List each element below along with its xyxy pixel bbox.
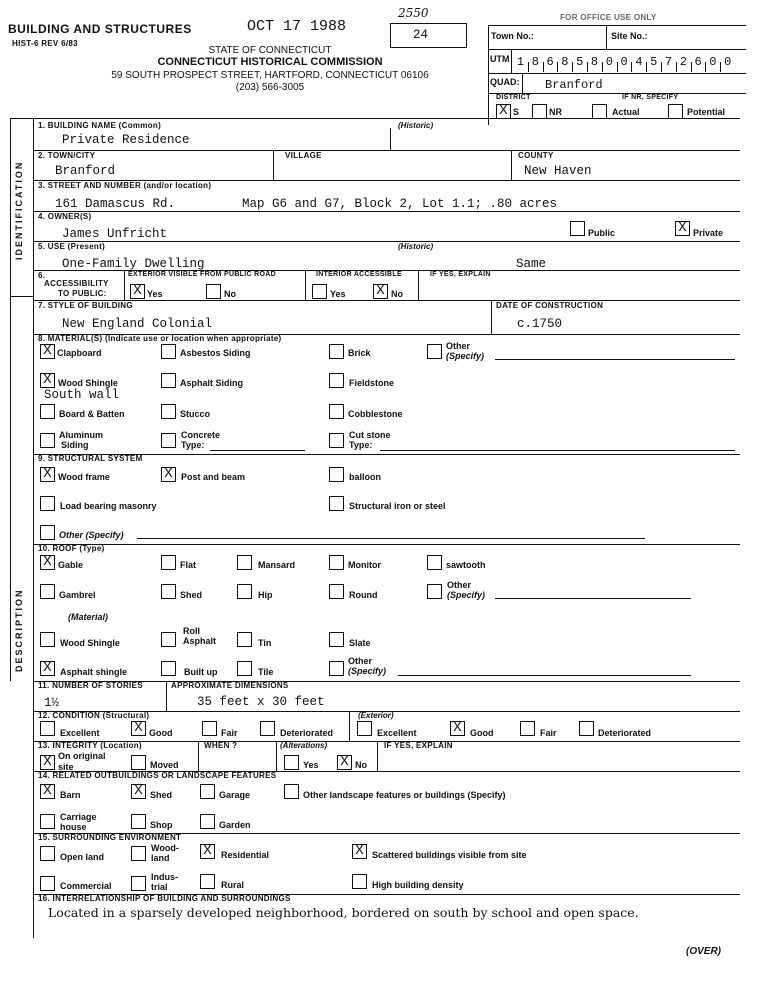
utm-digit: 0 bbox=[724, 55, 732, 69]
condition-struct-fair-checkbox[interactable] bbox=[202, 721, 217, 736]
environment-open-land-label: Open land bbox=[60, 852, 105, 862]
site-no-label: Site No.: bbox=[611, 31, 648, 41]
environment-industrial-checkbox[interactable] bbox=[131, 876, 146, 891]
environment-woodland-label: Wood- bbox=[151, 843, 179, 853]
exterior-no-label: No bbox=[224, 289, 236, 299]
struct-balloon-label: balloon bbox=[349, 472, 381, 482]
field5-historic-label: (Historic) bbox=[398, 242, 434, 251]
roof-gambrel-checkbox[interactable] bbox=[40, 584, 55, 599]
county-value[interactable]: New Haven bbox=[524, 164, 592, 178]
outbuilding-other-label: Other landscape features or buildings (Specify) bbox=[303, 790, 506, 800]
material-concrete-checkbox[interactable] bbox=[161, 433, 176, 448]
material-cobblestone-label: Cobblestone bbox=[348, 409, 403, 419]
roof-other-material-checkbox[interactable] bbox=[329, 661, 344, 676]
environment-open-land-checkbox[interactable] bbox=[40, 846, 55, 861]
material-specify-label: (Specify) bbox=[446, 351, 485, 361]
commission-address: 59 SOUTH PROSPECT STREET, HARTFORD, CONNECTICUT 06106 bbox=[111, 70, 429, 81]
roof-asphalt-shingle-label: Asphalt shingle bbox=[60, 667, 128, 677]
roof-gable-label: Gable bbox=[58, 560, 84, 570]
street-value[interactable]: 161 Damascus Rd. bbox=[55, 197, 176, 211]
form-code: HIST-6 REV 6/83 bbox=[12, 39, 78, 48]
interior-accessible-label: INTERIOR ACCESSIBLE bbox=[316, 271, 402, 278]
interior-yes-label: Yes bbox=[330, 289, 346, 299]
roof-tile-checkbox[interactable] bbox=[237, 661, 252, 676]
roof-other-material-label: Other bbox=[348, 656, 373, 666]
condition-struct-excellent-checkbox[interactable] bbox=[40, 721, 55, 736]
environment-industrial-label: Indus- bbox=[151, 872, 178, 882]
material-concrete-type-label: Type: bbox=[181, 440, 205, 450]
field7-label: 7. STYLE OF BUILDING bbox=[38, 301, 133, 310]
owner-public-label: Public bbox=[588, 228, 616, 238]
material-asbestos-checkbox[interactable] bbox=[161, 344, 176, 359]
integrity-explain-label: IF YES, EXPLAIN bbox=[384, 741, 453, 750]
field1-label: 1. BUILDING NAME (Common) bbox=[38, 121, 162, 130]
struct-post-beam-checkbox[interactable]: X bbox=[161, 467, 176, 482]
struct-iron-steel-label: Structural iron or steel bbox=[349, 501, 446, 511]
exterior-yes-checkbox[interactable]: X bbox=[130, 284, 145, 299]
roof-roll-asphalt-label: Asphalt bbox=[183, 636, 217, 646]
field2-label: 2. TOWN/CITY bbox=[38, 151, 96, 160]
roof-wood-shingle-label: Wood Shingle bbox=[60, 638, 120, 648]
utm-digit: 0 bbox=[605, 55, 613, 69]
struct-post-beam-label: Post and beam bbox=[181, 472, 246, 482]
nr-specify-label: IF NR, SPECIFY bbox=[622, 94, 679, 101]
interior-no-label: No bbox=[391, 289, 403, 299]
material-asphalt-siding-checkbox[interactable] bbox=[161, 373, 176, 388]
outbuilding-other-checkbox[interactable] bbox=[284, 784, 299, 799]
field13-label: 13. INTEGRITY (Location) bbox=[38, 741, 142, 750]
material-cobblestone-checkbox[interactable] bbox=[329, 404, 344, 419]
integrity-moved-checkbox[interactable] bbox=[131, 755, 146, 770]
county-label: COUNTY bbox=[518, 151, 554, 160]
date-stamp: OCT 17 1988 bbox=[247, 18, 347, 35]
field6-label-b: TO PUBLIC: bbox=[58, 289, 107, 298]
roof-sawtooth-checkbox[interactable] bbox=[427, 555, 442, 570]
field4-label: 4. OWNER(S) bbox=[38, 212, 92, 221]
field3-label: 3. STREET AND NUMBER (and/or location) bbox=[38, 181, 212, 190]
utm-digit: 5 bbox=[576, 55, 584, 69]
nr-potential-label: Potential bbox=[687, 107, 726, 117]
utm-separator bbox=[602, 62, 603, 72]
environment-residential-checkbox[interactable]: X bbox=[200, 844, 215, 859]
dimensions-label: APPROXIMATE DIMENSIONS bbox=[171, 681, 289, 690]
over-label: (OVER) bbox=[686, 946, 721, 957]
field5-label: 5. USE (Present) bbox=[38, 242, 106, 251]
utm-digit: 8 bbox=[531, 55, 539, 69]
field14-label: 14. RELATED OUTBUILDINGS OR LANDSCAPE FEATURES bbox=[38, 771, 277, 780]
material-aluminum-label: Aluminum bbox=[59, 430, 103, 440]
exterior-visible-label: EXTERIOR VISIBLE FROM PUBLIC ROAD bbox=[128, 271, 276, 278]
environment-commercial-checkbox[interactable] bbox=[40, 876, 55, 891]
material-other-label: Other bbox=[446, 341, 471, 351]
material-clapboard-checkbox[interactable]: X bbox=[40, 344, 55, 359]
roof-other-checkbox[interactable] bbox=[427, 584, 442, 599]
interior-yes-checkbox[interactable] bbox=[312, 284, 327, 299]
roof-built-up-label: Built up bbox=[184, 667, 218, 677]
roof-built-up-checkbox[interactable] bbox=[161, 661, 176, 676]
utm-separator bbox=[676, 62, 677, 72]
material-cut-stone-type-label: Type: bbox=[349, 440, 373, 450]
utm-digit: 6 bbox=[694, 55, 702, 69]
roof-monitor-checkbox[interactable] bbox=[329, 555, 344, 570]
district-s-label: S bbox=[513, 107, 520, 117]
condition-struct-good-checkbox[interactable]: X bbox=[131, 721, 146, 736]
nr-actual-checkbox[interactable] bbox=[592, 104, 607, 119]
exterior-no-checkbox[interactable] bbox=[206, 284, 221, 299]
map-value[interactable]: Map G6 and G7, Block 2, Lot 1.1; .80 acres bbox=[242, 197, 558, 211]
handwritten-ref: 2550 bbox=[398, 6, 429, 20]
alterations-no-label: No bbox=[355, 760, 367, 770]
accessibility-explain-label: IF YES, EXPLAIN bbox=[430, 271, 491, 278]
style-value[interactable]: New England Colonial bbox=[62, 317, 213, 331]
roof-asphalt-shingle-checkbox[interactable]: X bbox=[40, 661, 55, 676]
nr-potential-checkbox[interactable] bbox=[668, 104, 683, 119]
roof-gambrel-label: Gambrel bbox=[59, 590, 96, 600]
state-heading: STATE OF CONNECTICUT bbox=[208, 45, 332, 56]
integrity-site-label: site bbox=[58, 762, 74, 772]
form-title: BUILDING AND STRUCTURES bbox=[8, 22, 192, 36]
roof-mansard-checkbox[interactable] bbox=[237, 555, 252, 570]
struct-iron-steel-checkbox[interactable] bbox=[329, 496, 344, 511]
outbuilding-carriage-checkbox[interactable] bbox=[40, 814, 55, 829]
field11-label: 11. NUMBER OF STORIES bbox=[38, 681, 143, 690]
struct-load-bearing-checkbox[interactable] bbox=[40, 496, 55, 511]
utm-digit: 8 bbox=[561, 55, 569, 69]
condition-struct-fair-label: Fair bbox=[221, 728, 238, 738]
village-label: VILLAGE bbox=[285, 151, 322, 160]
material-south-wall-note[interactable]: South wall bbox=[44, 388, 120, 402]
environment-rural-checkbox[interactable] bbox=[200, 874, 215, 889]
field6-label: ACCESSIBILITY bbox=[44, 279, 109, 288]
building-name-value[interactable]: Private Residence bbox=[62, 133, 190, 147]
outbuilding-shop-checkbox[interactable] bbox=[131, 814, 146, 829]
roof-material-label: (Material) bbox=[68, 612, 109, 622]
commission-heading: CONNECTICUT HISTORICAL COMMISSION bbox=[157, 56, 383, 68]
roof-monitor-label: Monitor bbox=[348, 560, 381, 570]
condition-struct-deteriorated-checkbox[interactable] bbox=[260, 721, 275, 736]
field10-label: 10. ROOF (Type) bbox=[38, 544, 105, 553]
roof-shed-label: Shed bbox=[180, 590, 203, 600]
condition-ext-good-label: Good bbox=[470, 728, 494, 738]
roof-shed-checkbox[interactable] bbox=[161, 584, 176, 599]
material-fieldstone-checkbox[interactable] bbox=[329, 373, 344, 388]
roof-slate-label: Slate bbox=[349, 638, 371, 648]
utm-separator bbox=[646, 62, 647, 72]
town-no-label: Town No.: bbox=[491, 31, 534, 41]
struct-balloon-checkbox[interactable] bbox=[329, 467, 344, 482]
material-stucco-checkbox[interactable] bbox=[161, 404, 176, 419]
utm-separator bbox=[631, 62, 632, 72]
utm-digit: 2 bbox=[679, 55, 687, 69]
utm-digit: 5 bbox=[650, 55, 658, 69]
field12-label: 12. CONDITION (Structural) bbox=[38, 711, 150, 720]
outbuilding-shop-label: Shop bbox=[150, 820, 173, 830]
outbuilding-barn-label: Barn bbox=[60, 790, 81, 800]
dimensions-value[interactable]: 35 feet x 30 feet bbox=[197, 695, 325, 709]
material-other-checkbox[interactable] bbox=[427, 344, 442, 359]
present-use-value[interactable]: One-Family Dwelling bbox=[62, 257, 205, 271]
utm-label: UTM bbox=[490, 54, 510, 64]
roof-sawtooth-label: sawtooth bbox=[446, 560, 486, 570]
outbuilding-garage-checkbox[interactable] bbox=[200, 784, 215, 799]
material-wood-shingle-label: Wood Shingle bbox=[58, 378, 118, 388]
integrity-on-original-checkbox[interactable]: X bbox=[40, 755, 55, 770]
side-label-description: DESCRIPTION bbox=[14, 588, 24, 672]
alterations-yes-checkbox[interactable] bbox=[284, 755, 299, 770]
condition-ext-good-checkbox[interactable]: X bbox=[450, 721, 465, 736]
environment-high-density-checkbox[interactable] bbox=[352, 874, 367, 889]
integrity-when-label: WHEN ? bbox=[204, 741, 238, 750]
struct-wood-frame-checkbox[interactable]: X bbox=[40, 467, 55, 482]
condition-struct-good-label: Good bbox=[149, 728, 173, 738]
owner-public-checkbox[interactable] bbox=[570, 221, 585, 236]
utm-digit: 7 bbox=[664, 55, 673, 69]
exterior-yes-label: Yes bbox=[147, 289, 163, 299]
outbuilding-garden-checkbox[interactable] bbox=[200, 814, 215, 829]
roof-tile-label: Tile bbox=[258, 667, 274, 677]
interior-no-checkbox[interactable]: X bbox=[373, 284, 388, 299]
integrity-alterations-label: (Alterations) bbox=[280, 741, 328, 750]
utm-separator bbox=[587, 62, 588, 72]
material-board-batten-label: Board & Batten bbox=[59, 409, 125, 419]
date-construction-label: DATE OF CONSTRUCTION bbox=[496, 301, 604, 310]
material-aluminum-siding-label: Siding bbox=[61, 440, 89, 450]
utm-separator bbox=[543, 62, 544, 72]
condition-struct-excellent-label: Excellent bbox=[60, 728, 100, 738]
outbuilding-shed-checkbox[interactable]: X bbox=[131, 784, 146, 799]
roof-tin-checkbox[interactable] bbox=[237, 632, 252, 647]
condition-ext-fair-checkbox[interactable] bbox=[520, 721, 535, 736]
condition-ext-deteriorated-checkbox[interactable] bbox=[579, 721, 594, 736]
field9-label: 9. STRUCTURAL SYSTEM bbox=[38, 454, 143, 463]
roof-mansard-label: Mansard bbox=[258, 560, 296, 570]
condition-struct-deteriorated-label: Deteriorated bbox=[280, 728, 334, 738]
roof-hip-checkbox[interactable] bbox=[237, 584, 252, 599]
material-concrete-label: Concrete bbox=[181, 430, 221, 440]
environment-woodland-label-b: land bbox=[151, 853, 170, 863]
commission-phone: (203) 566-3005 bbox=[235, 82, 305, 93]
utm-separator bbox=[617, 62, 618, 72]
environment-rural-label: Rural bbox=[221, 880, 245, 890]
material-asbestos-label: Asbestos Siding bbox=[180, 348, 251, 358]
material-cut-stone-checkbox[interactable] bbox=[329, 433, 344, 448]
roof-roll-asphalt-checkbox[interactable] bbox=[161, 632, 176, 647]
field6-number: 6. bbox=[38, 271, 46, 280]
condition-ext-excellent-label: Excellent bbox=[377, 728, 417, 738]
utm-separator bbox=[557, 62, 558, 72]
environment-woodland-checkbox[interactable] bbox=[131, 846, 146, 861]
integrity-on-original-label: On original bbox=[58, 751, 106, 761]
outbuilding-garage-label: Garage bbox=[219, 790, 251, 800]
struct-wood-frame-label: Wood frame bbox=[58, 472, 110, 482]
stories-value[interactable]: 1½ bbox=[44, 696, 60, 710]
quad-value: Branford bbox=[545, 78, 603, 92]
struct-other-checkbox[interactable] bbox=[40, 525, 55, 540]
field15-label: 15. SURROUNDING ENVIRONMENT bbox=[38, 833, 182, 842]
struct-other-label: Other (Specify) bbox=[59, 530, 124, 540]
roof-round-checkbox[interactable] bbox=[329, 584, 344, 599]
utm-separator bbox=[705, 62, 706, 72]
alterations-yes-label: Yes bbox=[303, 760, 319, 770]
outbuilding-barn-checkbox[interactable]: X bbox=[40, 784, 55, 799]
owner-value[interactable]: James Unfricht bbox=[62, 227, 168, 241]
date-construction-value[interactable]: c.1750 bbox=[517, 317, 563, 331]
field16-label: 16. INTERRELATIONSHIP OF BUILDING AND SURROUNDINGS bbox=[38, 894, 291, 903]
historic-use-value[interactable]: Same bbox=[516, 257, 547, 271]
utm-separator bbox=[661, 62, 662, 72]
roof-round-label: Round bbox=[349, 590, 378, 600]
roof-wood-shingle-checkbox[interactable] bbox=[40, 632, 55, 647]
alterations-no-checkbox[interactable]: X bbox=[337, 755, 352, 770]
utm-separator bbox=[572, 62, 573, 72]
nr-actual-label: Actual bbox=[612, 107, 640, 117]
utm-separator bbox=[528, 62, 529, 72]
material-fieldstone-label: Fieldstone bbox=[349, 378, 395, 388]
struct-load-bearing-label: Load bearing masonry bbox=[60, 501, 157, 511]
utm-digit: 4 bbox=[635, 55, 643, 69]
form-top-border bbox=[10, 118, 740, 119]
roof-hip-label: Hip bbox=[258, 590, 273, 600]
roof-tin-label: Tin bbox=[258, 638, 272, 648]
outbuilding-shed-label: Shed bbox=[150, 790, 173, 800]
environment-industrial-label-b: trial bbox=[151, 882, 168, 892]
roof-slate-checkbox[interactable] bbox=[329, 632, 344, 647]
side-label-identification: IDENTIFICATION bbox=[14, 160, 24, 260]
material-asphalt-siding-label: Asphalt Siding bbox=[180, 378, 243, 388]
roof-flat-checkbox[interactable] bbox=[161, 555, 176, 570]
office-use-label: FOR OFFICE USE ONLY bbox=[560, 13, 657, 22]
condition-ext-fair-label: Fair bbox=[540, 728, 557, 738]
utm-digit: 8 bbox=[590, 55, 599, 69]
outbuilding-carriage-house-label: house bbox=[60, 822, 87, 832]
utm-digit: 6 bbox=[546, 55, 554, 69]
roof-other-label: Other bbox=[447, 580, 472, 590]
material-brick-label: Brick bbox=[348, 348, 371, 358]
roof-roll-label: Roll bbox=[183, 626, 200, 636]
district-label: DISTRICT bbox=[496, 94, 531, 101]
roof-other-material-specify: (Specify) bbox=[348, 666, 387, 676]
quad-label: QUAD: bbox=[490, 77, 520, 87]
inventory-number: 24 bbox=[413, 28, 429, 42]
field1-historic-label: (Historic) bbox=[398, 121, 434, 130]
condition-ext-excellent-checkbox[interactable] bbox=[357, 721, 372, 736]
utm-digit: 0 bbox=[620, 55, 628, 69]
material-stucco-label: Stucco bbox=[180, 409, 211, 419]
material-wood-shingle-checkbox[interactable]: X bbox=[40, 373, 55, 388]
district-nr-label: NR bbox=[549, 107, 562, 117]
district-s-checkbox[interactable]: X bbox=[496, 104, 511, 119]
field8-label: 8. MATERIAL(S) (Indicate use or location when appropriate) bbox=[38, 334, 282, 343]
material-cut-stone-label: Cut stone bbox=[349, 430, 391, 440]
district-nr-checkbox[interactable] bbox=[532, 104, 547, 119]
roof-flat-label: Flat bbox=[180, 560, 197, 570]
condition-ext-deteriorated-label: Deteriorated bbox=[598, 728, 652, 738]
environment-scattered-checkbox[interactable]: X bbox=[352, 844, 367, 859]
utm-digit: 1 bbox=[516, 55, 525, 69]
environment-scattered-label: Scattered buildings visible from site bbox=[372, 850, 527, 860]
integrity-moved-label: Moved bbox=[150, 760, 179, 770]
material-brick-checkbox[interactable] bbox=[329, 344, 344, 359]
environment-residential-label: Residential bbox=[221, 850, 270, 860]
interrelationship-text[interactable]: Located in a sparsely developed neighborhood, bordered on south by school and open space. bbox=[48, 905, 639, 920]
outbuilding-garden-label: Garden bbox=[219, 820, 251, 830]
environment-high-density-label: High building density bbox=[372, 880, 464, 890]
owner-private-checkbox[interactable]: X bbox=[675, 221, 690, 236]
material-clapboard-label: Clapboard bbox=[57, 348, 102, 358]
exterior-condition-label: (Exterior) bbox=[358, 711, 394, 720]
material-aluminum-checkbox[interactable] bbox=[40, 433, 55, 448]
utm-digit: 0 bbox=[709, 55, 717, 69]
environment-commercial-label: Commercial bbox=[60, 881, 112, 891]
utm-separator bbox=[720, 62, 721, 72]
town-value[interactable]: Branford bbox=[55, 164, 116, 178]
utm-separator bbox=[691, 62, 692, 72]
owner-private-label: Private bbox=[693, 228, 724, 238]
roof-gable-checkbox[interactable]: X bbox=[40, 555, 55, 570]
outbuilding-carriage-label: Carriage bbox=[60, 812, 97, 822]
material-board-batten-checkbox[interactable] bbox=[40, 404, 55, 419]
roof-other-specify-label: (Specify) bbox=[447, 590, 486, 600]
